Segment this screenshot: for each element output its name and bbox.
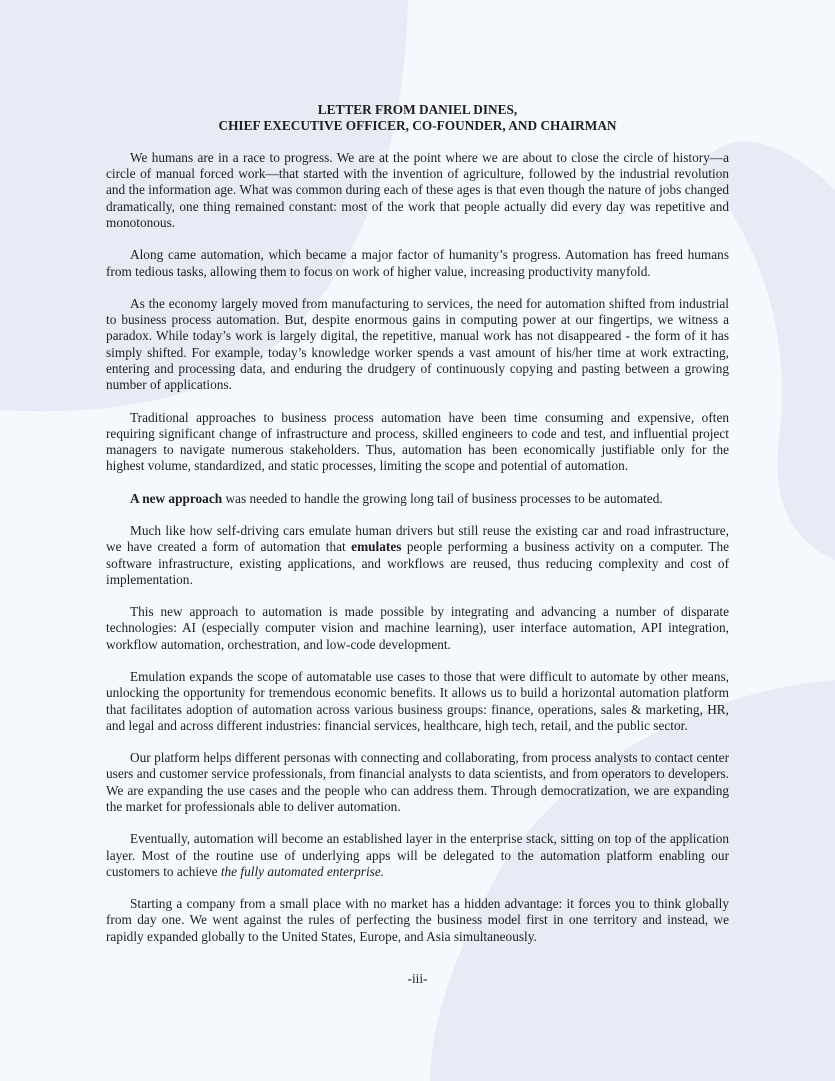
title-line-2: CHIEF EXECUTIVE OFFICER, CO-FOUNDER, AND CHAIRMAN [218, 118, 617, 133]
paragraph-4: Traditional approaches to business process automation have been time consuming and expensive, often requiring significant change of infrastructure and process, skilled engineers to code and test, and influential project managers to navigate numerous stakeholders. Thus, automation has been economically justifiable only for the highest volume, standardized, and static processes, limiting the scope and potential of automation. [106, 409, 729, 474]
emulates-bold: emulates [351, 539, 402, 555]
new-approach-bold: A new approach [130, 490, 223, 506]
letter-body [106, 102, 729, 961]
paragraph-6 [106, 523, 729, 588]
page-number: -iii- [407, 971, 428, 986]
paragraph-3: As the economy largely moved from manufacturing to services, the need for automation shifted from industrial to business process automation. But, despite enormous gains in computing power at our fingertips, we witness a paradox. While today’s work is largely digital, the repetitive, manual work has not disappeared - the form of it has simply shifted. For example, today’s knowledge worker spends a vast amount of his/her time at work extracting, entering and processing data, and enduring the drudgery of continuously copying and pasting between a growing number of applications. [106, 296, 729, 393]
letter-title [106, 102, 729, 134]
paragraph-6-text-a: Much like how self-driving cars emulate human drivers but still reuse the existing car and road infrastructure, we have created a form of automation that [106, 523, 729, 555]
fully-automated-enterprise-italic: the fully automated enterprise. [220, 863, 385, 879]
paragraph-5-text: was needed to handle the growing long tail of business processes to be automated. [222, 490, 663, 506]
paragraph-2: Along came automation, which became a major factor of humanity’s progress. Automation has freed humans from tedious tasks, allowing them to focus on work of higher value, increasing productivity manyfold. [106, 247, 729, 279]
paragraph-5 [106, 491, 729, 507]
paragraph-11: Starting a company from a small place with no market has a hidden advantage: it forces you to think globally from day one. We went against the rules of perfecting the business model first in one territory and instead, we rapidly expanded globally to the United States, Europe, and Asia simultaneously. [106, 896, 729, 944]
paragraph-7: This new approach to automation is made possible by integrating and advancing a number of disparate technologies: AI (especially computer vision and machine learning), user interface automation, API integration, workflow automation, orchestration, and low-code development. [106, 604, 729, 652]
title-line-1: LETTER FROM DANIEL DINES, [317, 102, 518, 117]
paragraph-9: Our platform helps different personas with connecting and collaborating, from process analysts to contact center users and customer service professionals, from financial analysts to data scientists, and from operators to developers. We are expanding the use cases and the people who can address them. Through democratization, we are expanding the market for professionals able to deliver automation. [106, 750, 729, 814]
paragraph-1: We humans are in a race to progress. We are at the point where we are about to close the circle of history—a circle of manual forced work—that started with the invention of agriculture, followed by the industrial revolution and the information age. What was common during each of these ages is that even though the nature of jobs changed dramatically, one thing remained constant: most of the work that people actually did every day was repetitive and monotonous. [106, 150, 729, 230]
paragraph-10-text: Eventually, automation will become an established layer in the enterprise stack, sitting on top of the application layer. Most of the routine use of underlying apps will be delegated to the automation platform enabling our customers to achieve [106, 831, 729, 879]
paragraph-8: Emulation expands the scope of automatable use cases to those that were difficult to automate by other means, unlocking the opportunity for tremendous economic benefits. It allows us to build a horizontal automation platform that facilitates adoption of automation across various business groups: finance, operations, sales & marketing, HR, and legal and across different industries: financial services, healthcare, high tech, retail, and the public sector. [106, 669, 729, 733]
paragraph-6-text-b: people performing a business activity on a computer. The software infrastructure, existing applications, and workflows are reused, thus reducing complexity and cost of implementation. [106, 539, 729, 587]
paragraph-10 [106, 831, 729, 880]
